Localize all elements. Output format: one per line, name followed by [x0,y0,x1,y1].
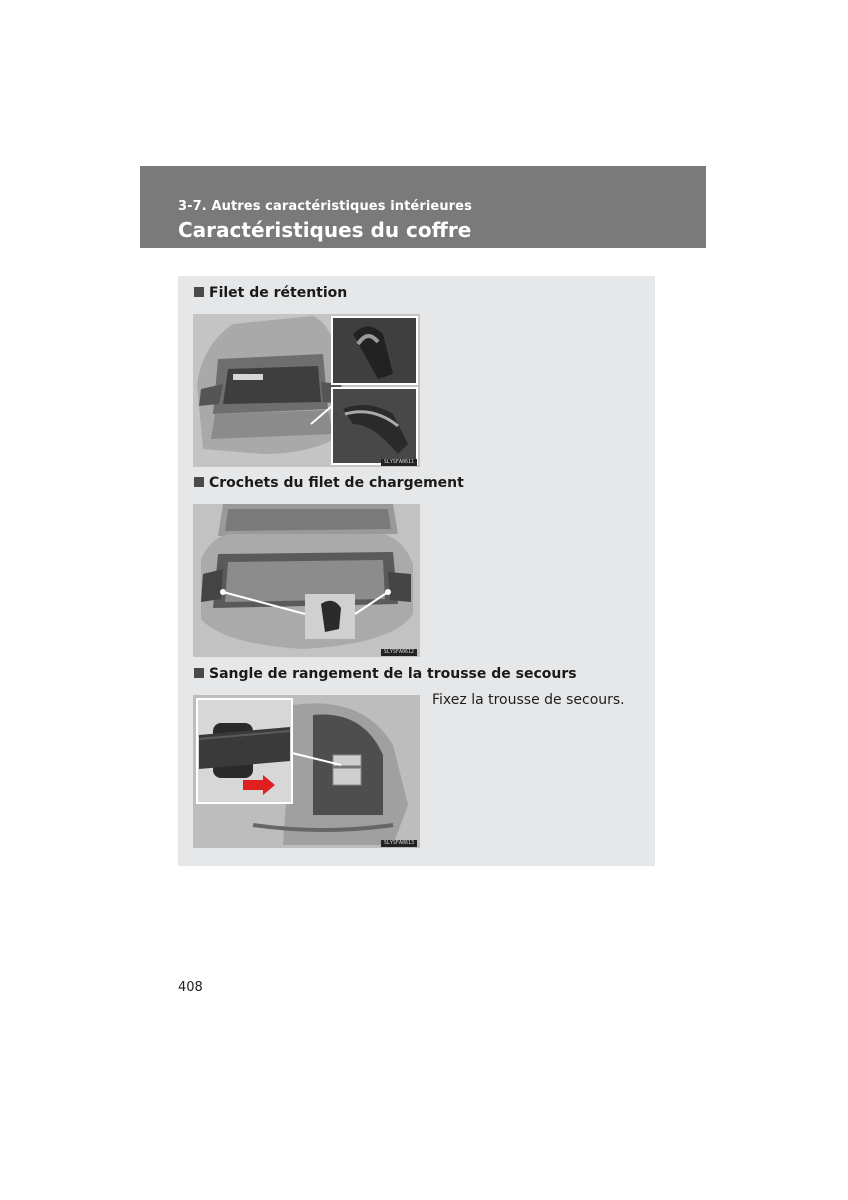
trunk-cargo-hooks-illustration [193,504,420,657]
figure-code: SLYSFA0611 [381,459,417,466]
figure-code: SLYSFA0612 [381,649,417,656]
figure-cargo-hooks [193,504,420,657]
trunk-retention-net-illustration [193,314,420,467]
page-title: Caractéristiques du coffre [178,218,472,242]
section-label: 3-7. Autres caractéristiques intérieures [178,199,472,214]
figure-first-aid-strap [193,695,420,848]
section-heading-first-aid-strap [194,666,577,682]
section-heading-text: Filet de rétention [209,285,348,301]
page-number: 408 [178,980,203,995]
square-bullet-icon [194,668,204,678]
square-bullet-icon [194,287,204,297]
square-bullet-icon [194,477,204,487]
section-heading-text: Crochets du filet de chargement [209,475,464,491]
first-aid-instruction: Fixez la trousse de secours. [432,692,625,708]
section-heading-cargo-hooks [194,475,464,491]
figure-code: SLYSFA0613 [381,840,417,847]
first-aid-strap-illustration [193,695,420,848]
figure-retention-net [193,314,420,467]
content-panel [178,276,655,866]
section-heading-retention-net [194,285,347,301]
section-heading-text: Sangle de rangement de la trousse de secours [209,666,577,682]
header-band [140,166,706,248]
